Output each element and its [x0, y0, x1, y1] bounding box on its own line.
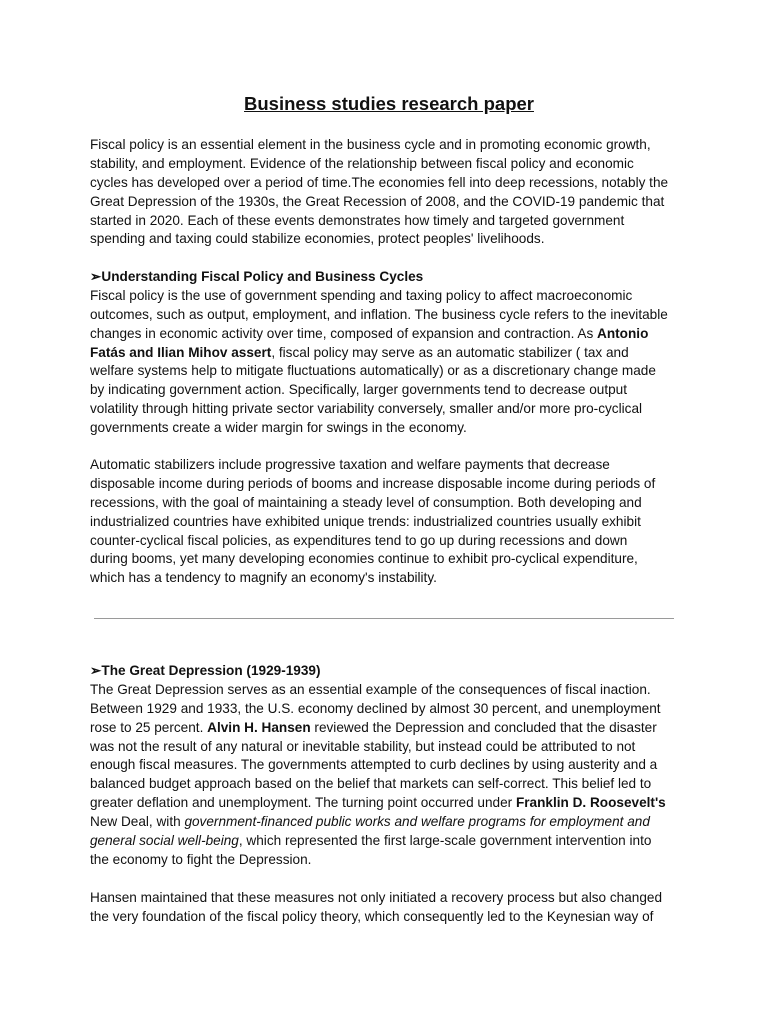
- intro-line: stability, and employment. Evidence of the relationship between fiscal policy and economic: [90, 155, 634, 171]
- paragraph-line: [90, 832, 690, 851]
- text-run: rose to 25 percent.: [90, 719, 208, 735]
- paragraph-line: Fiscal policy is the use of government spending and taxing policy to affect macroeconomic: [90, 287, 633, 303]
- text-run: reviewed the Depression and concluded that the disaster: [310, 719, 657, 735]
- section-heading: ➢Understanding Fiscal Policy and Business Cycles: [90, 269, 424, 284]
- author-name: Fatás and Ilian Mihov assert: [90, 344, 272, 360]
- paragraph-line: volatility through hitting private sector variability conversely, smaller and/or more pro-cyclical: [90, 401, 643, 417]
- intro-line: started in 2020. Each of these events demonstrates how timely and targeted government: [90, 212, 625, 228]
- paragraph-line: the very foundation of the fiscal policy theory, which consequently led to the Keynesian way of: [90, 908, 654, 924]
- paragraph-line: the economy to fight the Depression.: [90, 851, 312, 867]
- paragraph-line: Automatic stabilizers include progressive taxation and welfare payments that decrease: [90, 457, 610, 472]
- intro-line: cycles has developed over a period of time.The economies fell into deep recessions, notably the: [90, 174, 669, 190]
- horizontal-divider: [94, 618, 674, 619]
- paragraph-line: was not the result of any natural or inevitable stability, but instead could be attributed to not: [90, 738, 636, 754]
- paragraph-line: by indicating government action. Specifically, larger governments tend to decrease output: [90, 382, 628, 398]
- paragraph-line: governments create a wider margin for swings in the economy.: [90, 420, 467, 436]
- paragraph-line: counter-cyclical fiscal policies, as expenditures tend to go up during recessions and down: [90, 532, 628, 548]
- paragraph-line: [90, 813, 690, 832]
- intro-paragraph: [90, 136, 690, 249]
- section-heading: ➢The Great Depression (1929-1939): [90, 663, 321, 678]
- paragraph-line: [90, 794, 690, 813]
- person-name: Franklin D. Roosevelt's: [515, 795, 666, 811]
- paragraph-line: Hansen maintained that these measures not only initiated a recovery process but also changed: [90, 890, 663, 905]
- section-great-depression: [90, 662, 690, 870]
- emphasis-text: government-financed public works and welfare programs for employment and: [184, 814, 650, 830]
- author-name: Antonio: [597, 325, 649, 341]
- paragraph-line: which has a tendency to magnify an economy's instability.: [90, 570, 437, 586]
- text-run: , which represented the first large-scale government intervention into: [238, 833, 652, 849]
- intro-line: Fiscal policy is an essential element in the business cycle and in promoting economic growth,: [90, 137, 651, 152]
- paragraph-line: enough fiscal measures. The governments attempted to curb declines by using austerity and a: [90, 757, 658, 773]
- automatic-stabilizers-paragraph: [90, 456, 690, 588]
- paragraph-line: [90, 344, 690, 363]
- emphasis-text: general social well-being: [90, 833, 239, 849]
- section-fiscal-policy: [90, 268, 690, 438]
- paragraph-line: industrialized countries have exhibited unique trends: industrialized countries usually exhibit: [90, 513, 641, 529]
- hansen-paragraph: [90, 889, 690, 927]
- text-run: New Deal, with: [90, 814, 185, 830]
- page-title: Business studies research paper: [244, 93, 534, 114]
- paragraph-line: The Great Depression serves as an essential example of the consequences of fiscal inaction.: [90, 681, 651, 697]
- paragraph-line: recessions, with the goal of maintaining a steady level of consumption. Both developing and: [90, 494, 642, 510]
- paragraph-line: during booms, yet many developing economies continue to exhibit pro-cyclical expenditure,: [90, 551, 638, 567]
- paragraph-line: Between 1929 and 1933, the U.S. economy declined by almost 30 percent, and unemployment: [90, 700, 661, 716]
- text-run: changes in economic activity over time, composed of expansion and contraction. As: [90, 325, 598, 341]
- text-run: , fiscal policy may serve as an automatic stabilizer ( tax and: [271, 344, 629, 360]
- paragraph-line: [90, 325, 690, 344]
- intro-line: spending and taxing could stabilize economies, protect peoples' livelihoods.: [90, 231, 545, 247]
- paragraph-line: disposable income during periods of booms and increase disposable income during periods of: [90, 475, 656, 491]
- text-run: greater deflation and unemployment. The turning point occurred under: [90, 795, 516, 811]
- paragraph-line: balanced budget approach based on the belief that markets can self-correct. This belief led to: [90, 776, 652, 792]
- paragraph-line: [90, 719, 690, 738]
- intro-line: Great Depression of the 1930s, the Great Recession of 2008, and the COVID-19 pandemic that: [90, 193, 665, 209]
- paragraph-line: outcomes, such as output, employment, and inflation. The business cycle refers to the inevitable: [90, 306, 668, 322]
- paragraph-line: welfare systems help to mitigate fluctuations automatically) or as a discretionary change made: [90, 363, 656, 379]
- author-name: Alvin H. Hansen: [207, 719, 311, 735]
